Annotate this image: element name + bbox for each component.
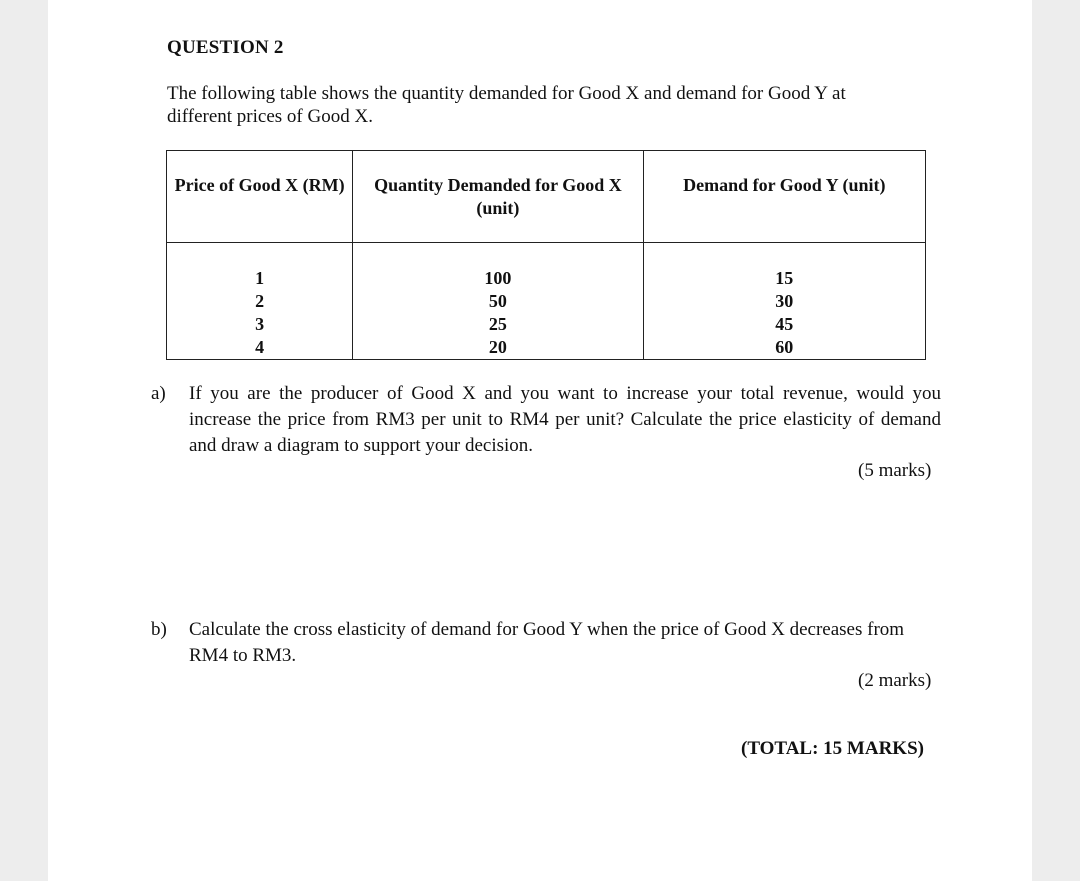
demand-y-value: 45 [775, 314, 794, 334]
part-a-text: If you are the producer of Good X and you want to increase your total revenue, would you increase the price from RM3 per unit to RM4 per unit? Calculate the price elasticity of demand and draw a diagram to support your decision. [189, 383, 941, 456]
qty-x-value: 100 [484, 268, 512, 288]
qty-x-value: 50 [488, 291, 507, 311]
header-demand-y: Demand for Good Y (unit) [643, 151, 925, 243]
price-value: 4 [255, 337, 265, 357]
demand-y-value: 15 [775, 268, 794, 288]
header-qty-x: Quantity Demanded for Good X (unit) [353, 151, 643, 243]
data-table [166, 150, 926, 360]
price-value: 1 [255, 268, 265, 288]
demand-y-value: 30 [775, 291, 794, 311]
part-a-marks: (5 marks) [858, 460, 932, 481]
document-page [48, 0, 1032, 881]
demand-y-value: 60 [775, 337, 794, 357]
qty-x-value: 25 [488, 314, 507, 334]
demand-y-column [643, 243, 925, 360]
part-a [151, 381, 941, 461]
part-b [151, 617, 941, 671]
qty-x-value: 20 [488, 337, 507, 357]
question-intro: The following table shows the quantity demanded for Good X and demand for Good Y at different prices of Good X. [167, 83, 846, 127]
table-row [167, 243, 926, 360]
part-b-text: Calculate the cross elasticity of demand for Good Y when the price of Good X decreases from RM4 to RM3. [189, 619, 905, 666]
table-header-row [167, 151, 926, 243]
price-value: 3 [255, 314, 265, 334]
price-column [167, 243, 353, 360]
part-a-label: a) [151, 383, 166, 404]
part-b-label: b) [151, 619, 167, 640]
question-title: QUESTION 2 [167, 37, 284, 58]
header-price-x: Price of Good X (RM) [167, 151, 353, 243]
part-b-marks: (2 marks) [858, 670, 932, 691]
total-marks: (TOTAL: 15 MARKS) [741, 738, 924, 759]
price-value: 2 [255, 291, 265, 311]
qty-x-column [353, 243, 643, 360]
